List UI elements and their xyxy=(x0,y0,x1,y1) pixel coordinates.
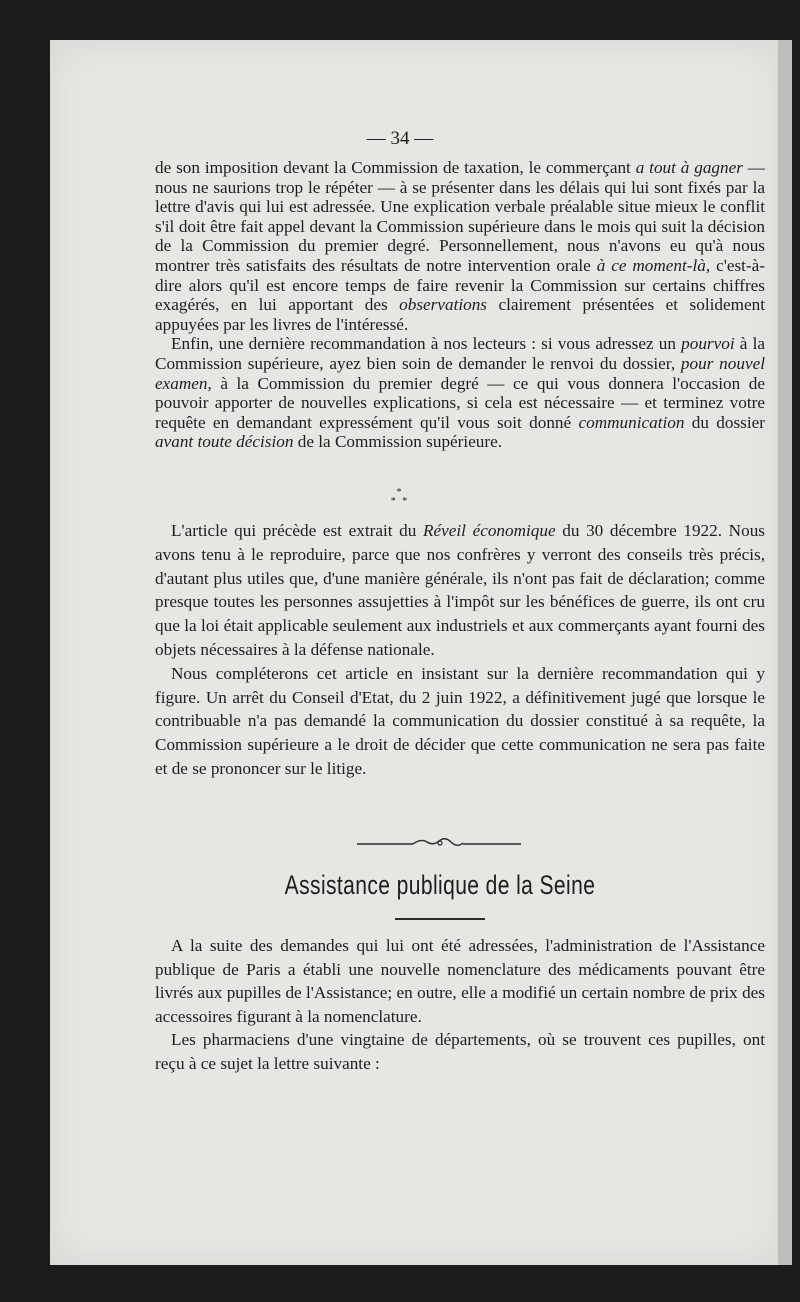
section-paragraph-1: A la suite des demandes qui lui ont été adressées, l'administration de l'Assistance publique de Paris a établi une nouvelle nomenclature des médicaments pouvant être livrés aux pupilles de l'Assistance; en outre, elle a modifié un certain nombre de prix des accessoires figurant à la nomenclature. xyxy=(155,936,765,1026)
editorial-paragraph-1: L'article qui précède est extrait du Réveil économique du 30 décembre 1922. Nous avons tenu à le reproduire, parce que nos confrères y verront des conseils très précis, d'autant plus utiles que, d'une manière générale, ils n'ont pas fait de déclaration; comme presque toutes les personnes assujetties à l'impôt sur les bénéfices de guerre, ils ont cru que la loi était applicable seulement aux industriels et aux commerçants ayant fourni des objets nécessaires à la défense nationale. xyxy=(155,521,765,659)
editorial-note xyxy=(155,519,765,781)
article-paragraph-2: Enfin, une dernière recommandation à nos lecteurs : si vous adressez un pourvoi à la Commission supérieure, ayez bien soin de demander le renvoi du dossier, pour nouvel examen, à la Commission du premier degré — ce qui vous donnera l'occasion de pouvoir apporter de nouvelles explications, si cela est nécessaire — et terminez votre requête en demandant expressément qu'il vous soit donné communication du dossier avant toute décision de la Commission supérieure. xyxy=(155,334,765,452)
article-continued xyxy=(155,158,765,452)
article-paragraph-1: de son imposition devant la Commission de taxation, le commerçant a tout à gagner — nous ne saurions trop le répéter — à se présenter dans les délais qui lui sont fixés par la lettre d'avis qui lui est adressée. Une explication verbale préalable situe mieux le conflit s'il doit être fait appel devant la Commission supérieure dans le mois qui suit la décision de la Commission du premier degré. Personnellement, nous n'avons eu qu'à nous montrer très satisfaits des résultats de notre intervention orale à ce moment-là, c'est-à-dire alors qu'il est encore temps de faire revenir la Commission sur certains chiffres exagérés, en lui apportant des observations clairement présentées et solidement appuyées par les livres de l'intéressé. xyxy=(155,158,765,334)
page-number: — 34 — xyxy=(366,128,434,149)
section-body xyxy=(155,934,765,1076)
editorial-paragraph-2: Nous compléterons cet article en insistant sur la dernière recommandation qui y figure. Un arrêt du Conseil d'Etat, du 2 juin 1922, a définitivement jugé que lorsque le contribuable n'a pas demandé la communication du dossier constitué à sa requête, la Commission supérieure a le droit de décider que cette communication ne sera pas faite et de se prononcer sur le litige. xyxy=(155,663,765,778)
ornament-divider xyxy=(355,835,525,851)
section-title: Assistance publique de la Seine xyxy=(284,870,596,900)
asterism-separator: * * * xyxy=(390,487,410,507)
section-paragraph-2: Les pharmaciens d'une vingtaine de départements, où se trouvent ces pupilles, ont reçu à ce sujet la lettre suivante : xyxy=(155,1030,765,1073)
title-underline xyxy=(395,918,485,920)
